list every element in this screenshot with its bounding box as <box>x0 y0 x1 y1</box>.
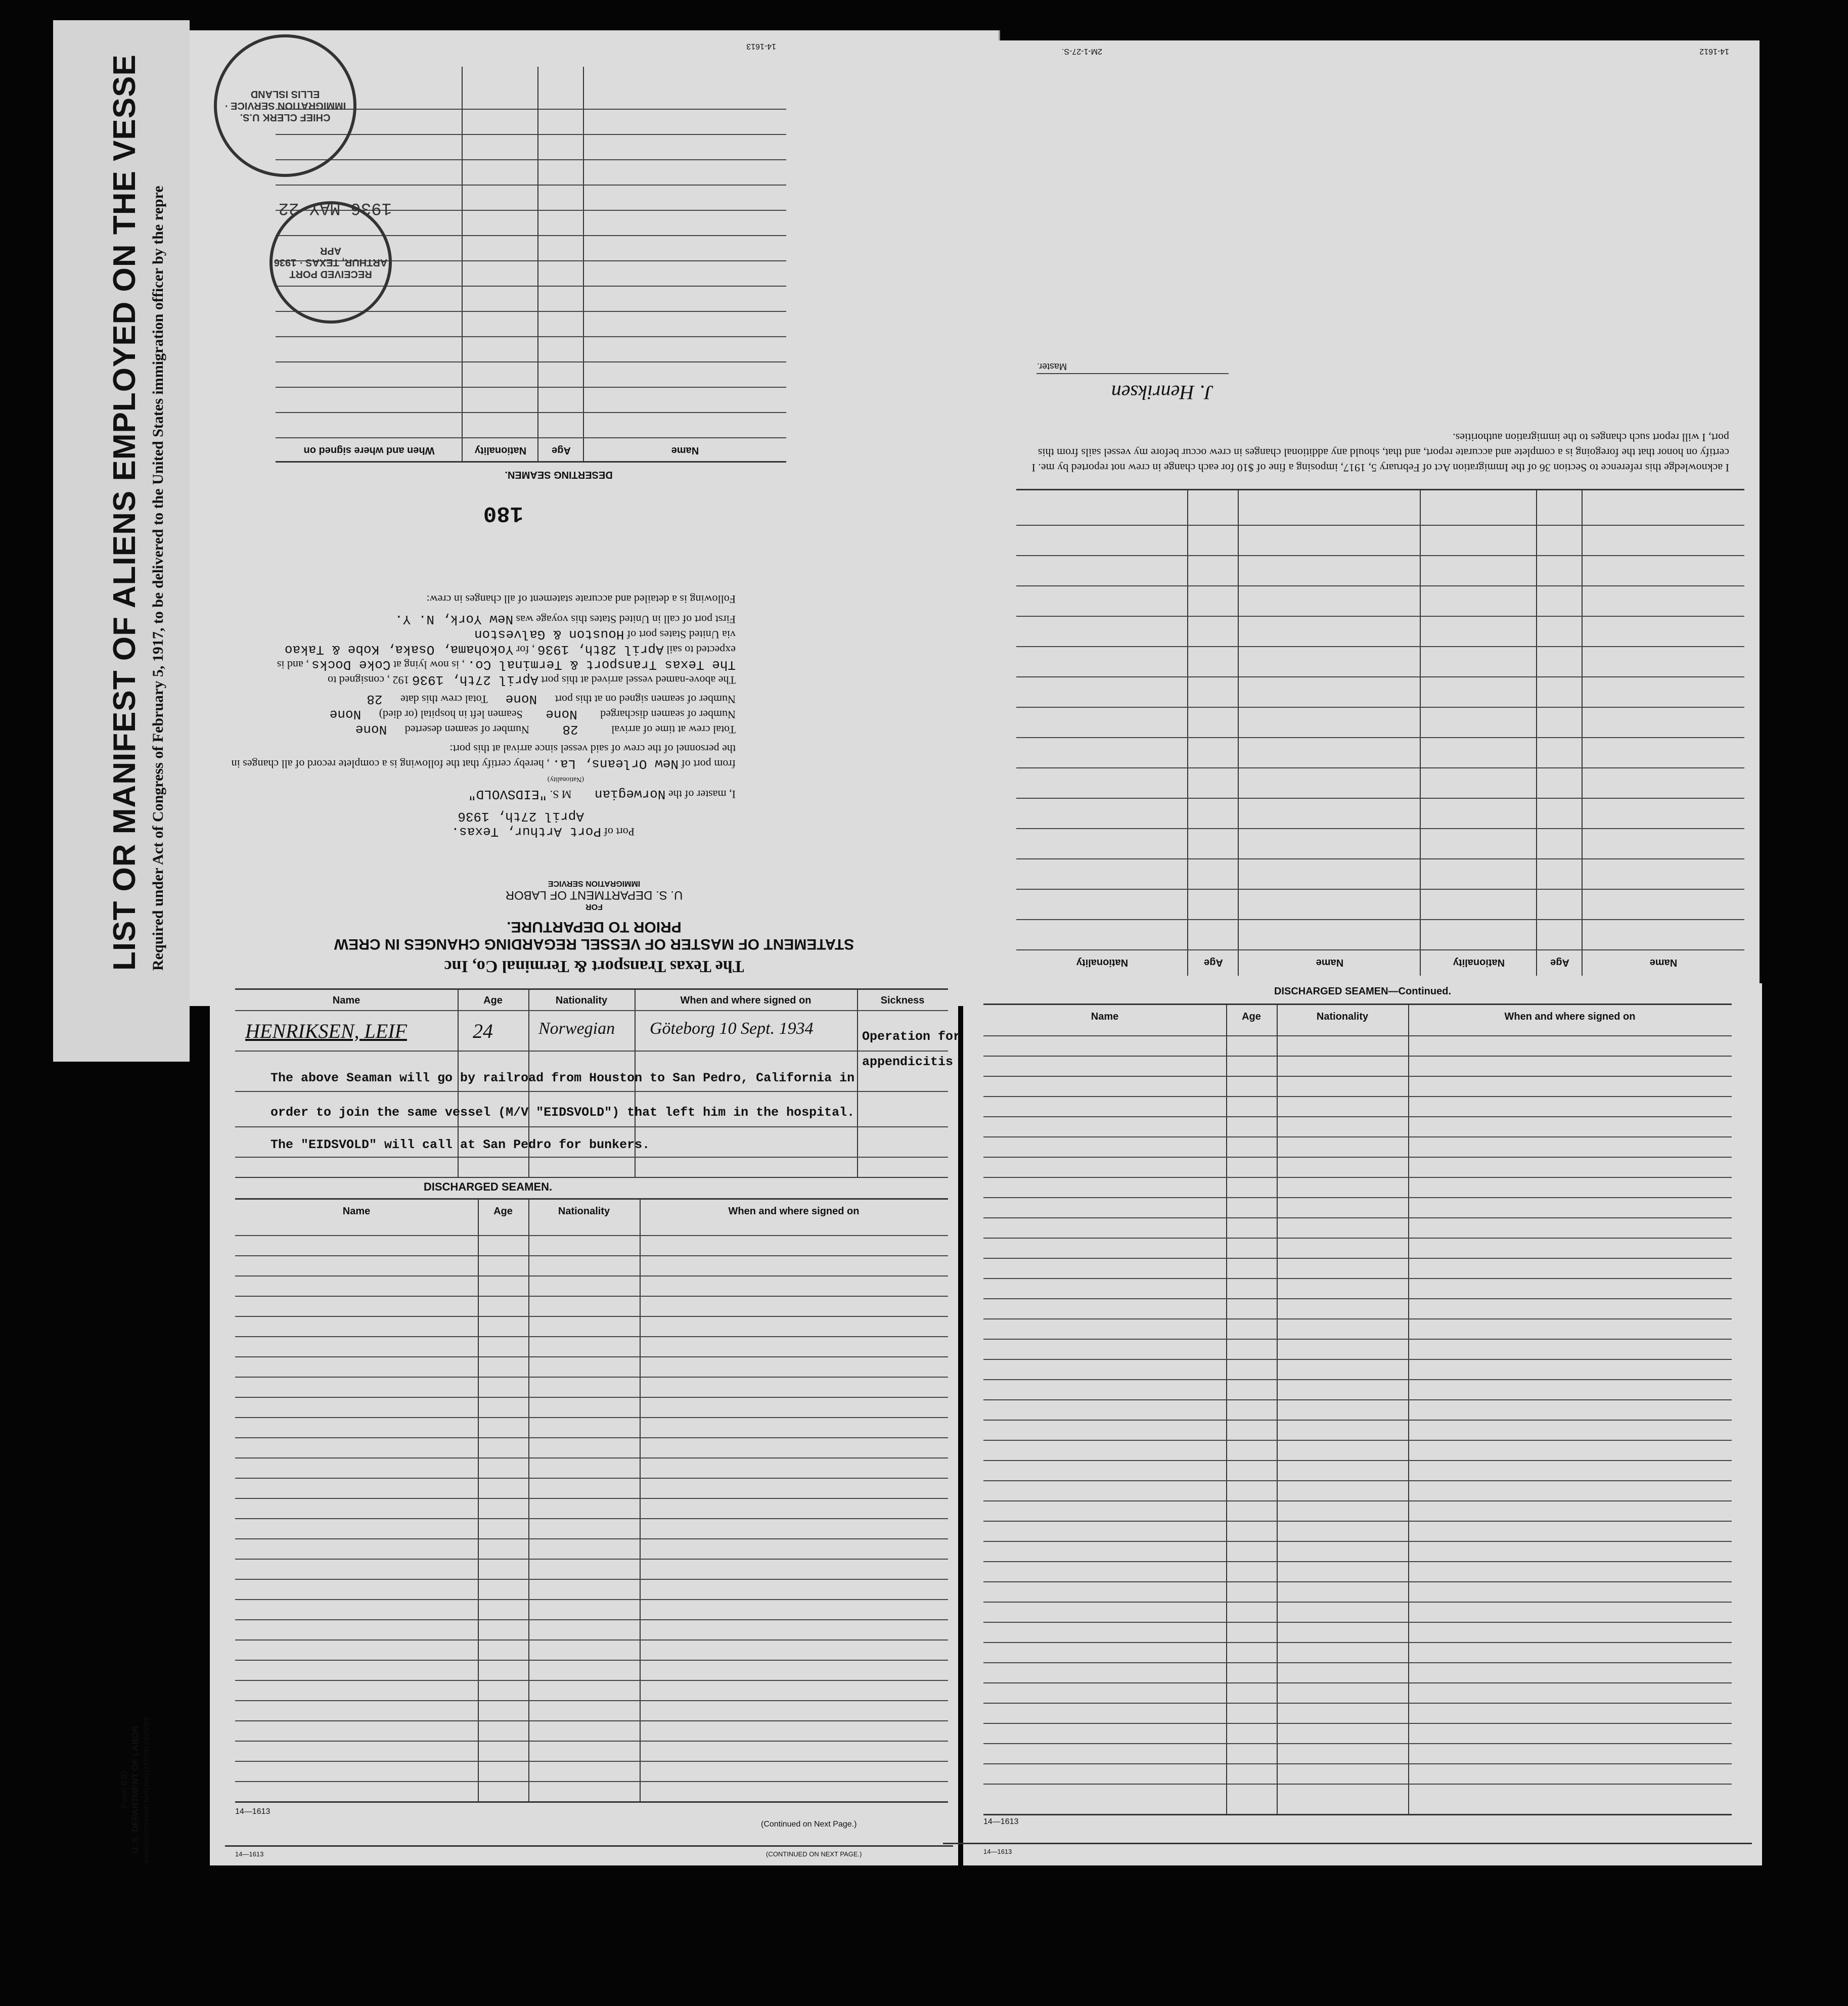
service-label: IMMIGRATION SERVICE <box>548 879 641 888</box>
hospital-page <box>210 983 961 1865</box>
statement-title: STATEMENT OF MASTER OF VESSEL REGARDING CHANGES IN CREW <box>334 936 854 952</box>
statement-page <box>190 30 1000 1006</box>
expected-line <box>230 642 736 657</box>
discharged-line <box>230 707 736 722</box>
statement-header <box>190 879 999 976</box>
port-line <box>230 824 736 839</box>
vessel-name: "EIDSVOLD" <box>468 787 548 802</box>
seaman-signed-on: Göteborg 10 Sept. 1934 <box>650 1019 814 1038</box>
hospital-col-signed: When and where signed on <box>680 995 812 1006</box>
form-number: Form 630 <box>119 1771 129 1808</box>
following-text: Following is a detailed and accurate statement of all changes in crew: <box>426 593 736 606</box>
form-identifier <box>119 1714 174 1865</box>
cont-discharged-col-name: Name <box>1091 1011 1119 1022</box>
master-signature: J. Henriksen <box>1111 381 1213 404</box>
master-prefix: I, master of the <box>668 788 736 801</box>
statement-body <box>230 591 736 839</box>
discharged-table <box>235 1198 948 1803</box>
statement-title-2: PRIOR TO DEPARTURE. <box>507 919 682 935</box>
from-port-value: New Orleans, La. <box>552 756 679 771</box>
and-is-label: , and is <box>277 659 309 671</box>
expected-label: expected to sail <box>666 644 736 656</box>
spine-strip <box>53 20 190 1863</box>
total-crew-date-label: Total crew this date <box>400 693 488 706</box>
vessel-prefix: M S. <box>550 788 572 801</box>
master-caption: Master. <box>1036 361 1067 372</box>
first-port-value: New York, N. Y. <box>395 612 514 627</box>
expected-value: April 28th, 1936 <box>537 642 664 657</box>
note-line-2: order to join the same vessel (M/V "EIDSVOLD") that left him in the hospital. <box>271 1105 855 1120</box>
destination-value: Yokohama, Osaka, Kobe & Takao <box>284 642 514 657</box>
cont-col-name-a: Name <box>1649 957 1678 968</box>
consigned-label: 192 , consigned to <box>328 674 410 687</box>
deserting-col-name: Name <box>671 445 699 456</box>
continuation-page-flipped <box>999 40 1760 1006</box>
sickness-line-2: appendicitis <box>862 1055 954 1069</box>
discharged-continued-title: DISCHARGED SEAMEN—Continued. <box>1274 986 1451 997</box>
via-line <box>230 627 736 642</box>
consignee-line <box>230 657 736 672</box>
spine-text <box>68 10 205 971</box>
signature-line <box>1036 373 1229 404</box>
from-port-line <box>230 741 736 771</box>
seaman-name: HENRIKSEN, LEIF <box>245 1020 407 1042</box>
signed-line <box>230 692 736 707</box>
statement-page-flipped <box>190 30 999 1006</box>
hospital-col-age: Age <box>483 995 503 1006</box>
cont-col-nationality-a: Nationality <box>1453 957 1505 968</box>
cont-footer-code-2: 14—1613 <box>983 1848 1012 1855</box>
department-label: U. S. DEPARTMENT OF LABOR <box>505 888 683 902</box>
from-port-label: from port of <box>681 758 736 770</box>
deserting-col-nationality: Nationality <box>474 445 527 456</box>
cont-col-nationality-b: Nationality <box>1076 957 1129 968</box>
cont-discharged-col-signed: When and where signed on <box>1504 1011 1636 1022</box>
discharged-continued-page <box>963 983 1762 1865</box>
acknowledgement: I acknowledge this reference to Section 36 of the Immigration Act of February 5, 1917, imposing a fine of $10 for each change in crew not reported by me. I certify on honor that the foregoing is a complete and accurate report, and that, should any additional changes in crew occur before my vessel sails from this port, I will report such changes to the immigration authorities. <box>1031 431 1729 474</box>
crew-arrival-line <box>230 722 736 737</box>
stamp-date: 1936 MAY 22 <box>278 198 392 217</box>
port-label: Port of <box>604 826 635 838</box>
discharged-col-name: Name <box>342 1206 371 1217</box>
company-name: The Texas Transport & Terminal Co, Inc <box>444 957 744 976</box>
deserting-col-age: Age <box>552 445 571 456</box>
via-label: via United States port of <box>626 628 736 641</box>
total-crew-date-value: 28 <box>367 692 383 707</box>
master-line <box>230 787 736 802</box>
date-line <box>230 809 584 824</box>
hospital-value: None <box>329 707 362 722</box>
ellis-island-stamp <box>214 34 356 177</box>
nationality-value: Norwegian <box>594 787 666 802</box>
hospital-table <box>235 988 961 1178</box>
continuation-page <box>999 40 1760 1006</box>
footer-code: 14—1613 <box>235 1807 271 1816</box>
form-service: IMMIGRATION AND NATURALIZATION SERVICE <box>143 1716 150 1863</box>
cont-footer-code: 14—1613 <box>983 1817 1019 1826</box>
received-stamp <box>269 201 392 324</box>
discharged-value: None <box>546 707 577 722</box>
ellis-island-stamp-text: CHIEF CLERK U.S. IMMIGRATION SERVICE · ELLIS ISLAND <box>224 88 346 123</box>
continued-note-2: (CONTINUED ON NEXT PAGE.) <box>766 1850 862 1858</box>
continued-note: (Continued on Next Page.) <box>761 1820 857 1829</box>
total-crew-arrival-value: 28 <box>562 722 578 737</box>
received-stamp-text: RECEIVED PORT ARTHUR, TEXAS · 1936 APR <box>274 245 388 280</box>
arrived-value: April 27th, 1936 <box>412 672 538 688</box>
hospital-col-nationality: Nationality <box>555 995 608 1006</box>
discharged-col-age: Age <box>493 1206 513 1217</box>
cont-col-age-a: Age <box>1550 957 1569 968</box>
signed-label: Number of seamen signed on at this port <box>555 693 736 706</box>
first-port-line <box>230 612 736 627</box>
date-value: April 27th, 1936 <box>458 809 584 824</box>
signed-value: None <box>505 692 537 707</box>
arrived-line <box>230 672 736 688</box>
discharged-title: DISCHARGED SEAMEN. <box>423 1180 553 1193</box>
consignee-value: The Texas Transport & Terminal Co. <box>467 657 736 672</box>
lying-value: Coke Docks <box>311 657 391 672</box>
deserting-title: DESERTING SEAMEN. <box>505 469 613 480</box>
footer-code-2: 14—1613 <box>235 1850 264 1858</box>
port-value: Port Arthur, Texas. <box>451 824 601 839</box>
for-destination-label: , for <box>516 644 535 656</box>
cont-lower-edge <box>943 1843 1752 1844</box>
lower-page-edge <box>225 1845 953 1847</box>
seaman-nationality: Norwegian <box>538 1019 615 1038</box>
hospital-col-name: Name <box>332 995 360 1006</box>
cont-discharged-col-age: Age <box>1242 1011 1261 1022</box>
form-department: U. S. DEPARTMENT OF LABOR <box>130 1725 140 1854</box>
first-port-label: First port of call in United States this voyage was <box>516 613 736 626</box>
discharged-col-nationality: Nationality <box>558 1206 610 1217</box>
continuation-table <box>1016 489 1744 976</box>
seaman-age: 24 <box>473 1020 493 1042</box>
header-code-left: 2M-1-27-S. <box>1061 47 1102 56</box>
deserted-label: Number of seamen deserted <box>404 723 529 736</box>
discharged-continued-table <box>983 1004 1732 1815</box>
lying-label: , is now lying at <box>393 659 465 671</box>
hospital-label: Seamen left in hospital (or died) <box>379 708 523 721</box>
cont-discharged-col-nationality: Nationality <box>1316 1011 1369 1022</box>
header-code-right: 14-1612 <box>1699 47 1729 56</box>
note-line-1: The above Seaman will go by railroad from Houston to San Pedro, California in <box>271 1071 855 1085</box>
note-line-3: The "EIDSVOLD" will call at San Pedro for bunkers. <box>271 1137 650 1152</box>
deserting-col-signed: When and where signed on <box>303 445 435 456</box>
for-label: FOR <box>585 902 603 911</box>
deserted-value: None <box>355 722 387 737</box>
cont-col-name-b: Name <box>1316 957 1344 968</box>
arrived-text: The above-named vessel arrived at this port <box>541 674 736 687</box>
sickness-line-1: Operation for <box>862 1029 961 1044</box>
nationality-caption: (Nationality) <box>547 776 584 783</box>
total-crew-arrival-label: Total crew at time of arrival <box>611 723 736 736</box>
discharged-label: Number of seamen discharged <box>600 708 736 721</box>
manifest-title: LIST OR MANIFEST OF ALIENS EMPLOYED ON THE VESSE <box>107 54 142 971</box>
cont-col-age-b: Age <box>1204 957 1223 968</box>
page-number: 180 <box>483 500 523 526</box>
discharged-col-signed: When and where signed on <box>728 1206 860 1217</box>
certify-text: , hereby certify that the following is a complete record of all changes in the personnel of the crew of said vessel since arrival at this port: <box>231 743 736 770</box>
hospital-col-sickness: Sickness <box>880 995 925 1006</box>
header-code: 14-1613 <box>746 42 776 51</box>
via-value: Houston & Galveston <box>474 627 624 642</box>
manifest-subtitle: Required under Act of Congress of February 5, 1917, to be delivered to the United States immigration officer by the repre <box>149 186 166 971</box>
